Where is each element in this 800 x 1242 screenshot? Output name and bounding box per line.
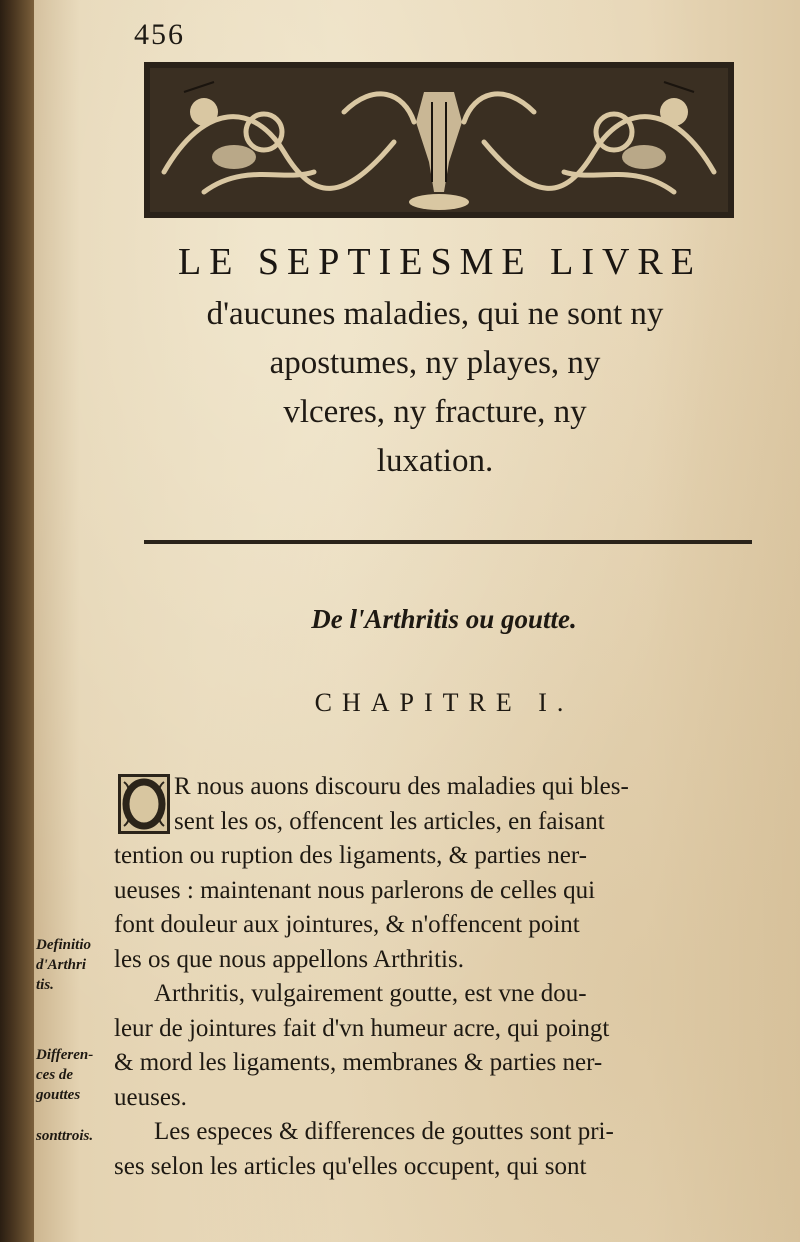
section-heading: De l'Arthritis ou goutte. xyxy=(311,604,577,634)
margin-note-line: Definitio xyxy=(36,937,91,953)
body-line: les os que nous appellons Arthritis. xyxy=(114,945,464,973)
body-line: ueuses. xyxy=(114,1083,187,1111)
body-text xyxy=(114,770,754,1184)
margin-note-line: tis. xyxy=(36,977,54,993)
book-subtitle xyxy=(130,290,740,486)
body-line: Arthritis, vulgairement goutte, est vne dou- xyxy=(154,980,587,1007)
body-line: font douleur aux jointures, & n'offencent point xyxy=(114,911,580,938)
subtitle-line: luxation. xyxy=(376,443,494,479)
margin-note-definition xyxy=(36,935,91,995)
margin-note-differences xyxy=(36,1045,93,1105)
horizontal-rule xyxy=(144,540,752,544)
page-number: 456 xyxy=(134,18,185,51)
body-line: ses selon les articles qu'elles occupent, qui sont xyxy=(114,1152,587,1180)
body-line: tention ou ruption des ligaments, & parties ner- xyxy=(114,842,588,869)
margin-note-line: d'Arthri xyxy=(36,957,87,973)
book-title: LE SEPTIESME LIVRE xyxy=(178,241,702,283)
body-line: ueuses : maintenant nous parlerons de celles qui xyxy=(114,876,596,904)
subtitle-line: d'aucunes maladies, qui ne sont ny xyxy=(206,296,664,332)
margin-note-line: Differen- xyxy=(36,1047,94,1063)
chapter-heading: CHAPITRE I. xyxy=(314,688,574,717)
woodcut-ornament-icon xyxy=(144,62,734,218)
body-line: Les especes & differences de gouttes sont pri- xyxy=(154,1118,614,1145)
body-line: leur de jointures fait d'vn humeur acre, qui poingt xyxy=(114,1014,610,1042)
body-line: sent les os, offencent les articles, en faisant xyxy=(174,807,605,835)
margin-note-line: sonttrois. xyxy=(36,1128,94,1144)
margin-note-line: gouttes xyxy=(36,1087,81,1103)
subtitle-line: apostumes, ny playes, ny xyxy=(269,345,601,381)
body-line: & mord les ligaments, membranes & parties ner- xyxy=(114,1049,603,1076)
margin-note-line: ces de xyxy=(36,1067,74,1083)
body-line: R nous auons discouru des maladies qui bles- xyxy=(174,773,629,800)
margin-note-three xyxy=(36,1126,93,1146)
printed-page xyxy=(34,0,800,1242)
subtitle-line: vlceres, ny fracture, ny xyxy=(283,394,587,430)
